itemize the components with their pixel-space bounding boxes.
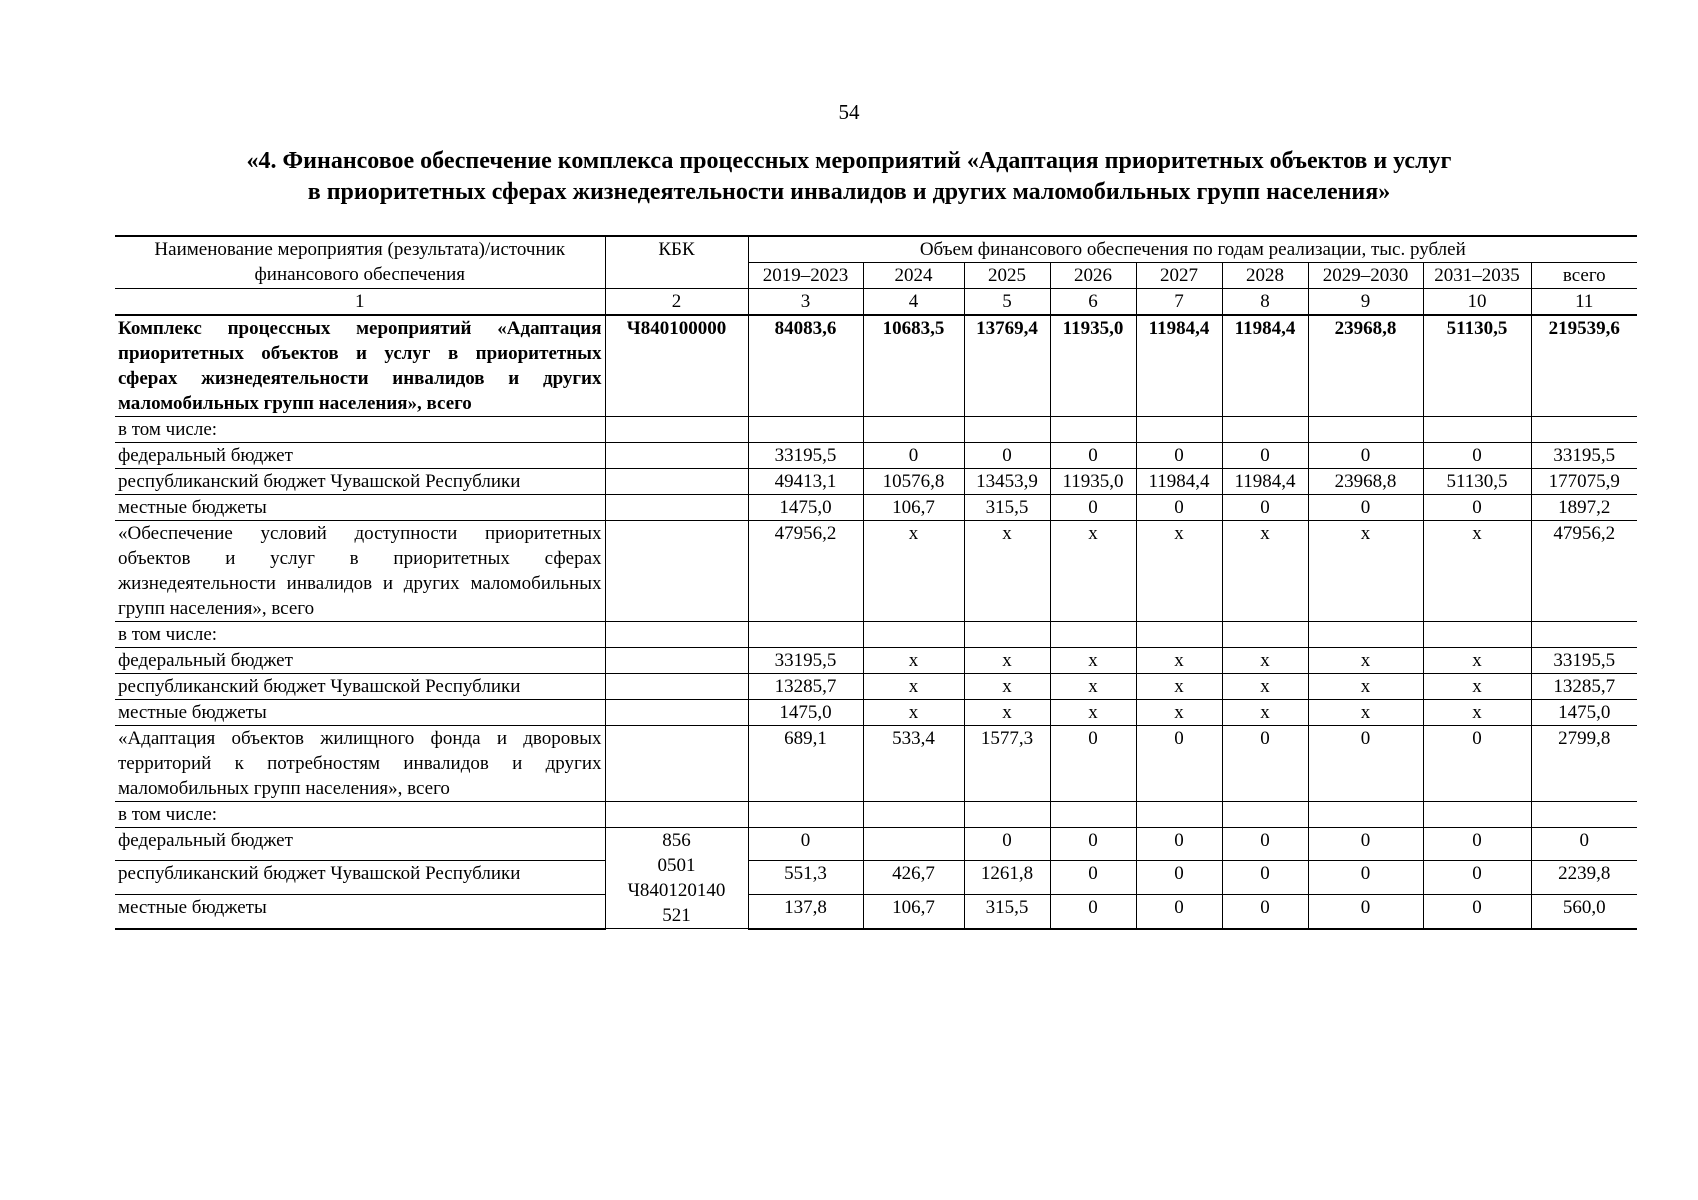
row-value: 13285,7: [748, 674, 863, 700]
row-value: [964, 622, 1050, 648]
column-number: 3: [748, 289, 863, 316]
row-value: 0: [1136, 443, 1222, 469]
header-year: 2028: [1222, 263, 1308, 289]
row-value: [1222, 802, 1308, 828]
row-value: 0: [1222, 495, 1308, 521]
row-value: 0: [1136, 894, 1222, 928]
row-total: 13285,7: [1531, 674, 1637, 700]
column-number: 10: [1423, 289, 1531, 316]
row-value: 1475,0: [748, 700, 863, 726]
row-value: 551,3: [748, 861, 863, 894]
table-row: [115, 700, 1637, 726]
row-value: 11984,4: [1136, 315, 1222, 417]
row-value: 0: [1136, 726, 1222, 802]
row-name: местные бюджеты: [115, 495, 605, 521]
row-value: x: [1423, 648, 1531, 674]
section-title: [120, 146, 1578, 208]
row-value: x: [1222, 648, 1308, 674]
row-value: x: [863, 521, 964, 622]
row-value: 0: [1050, 861, 1136, 894]
row-value: x: [1136, 700, 1222, 726]
table-row: [115, 443, 1637, 469]
row-value: 11935,0: [1050, 315, 1136, 417]
row-value: 10576,8: [863, 469, 964, 495]
header-year: 2026: [1050, 263, 1136, 289]
row-value: 0: [1308, 861, 1423, 894]
row-value: [748, 802, 863, 828]
table-row: [115, 802, 1637, 828]
row-value: [1423, 802, 1531, 828]
row-kbk: [605, 700, 748, 726]
row-total: 219539,6: [1531, 315, 1637, 417]
row-kbk: [605, 521, 748, 622]
column-number: 8: [1222, 289, 1308, 316]
column-number: 7: [1136, 289, 1222, 316]
row-value: [1423, 622, 1531, 648]
table-row: [115, 828, 1637, 861]
row-value: 10683,5: [863, 315, 964, 417]
row-value: 0: [1222, 828, 1308, 861]
row-total: [1531, 622, 1637, 648]
table-row: [115, 622, 1637, 648]
header-year: 2025: [964, 263, 1050, 289]
row-value: x: [1308, 521, 1423, 622]
row-value: 0: [863, 443, 964, 469]
row-value: 0: [1136, 495, 1222, 521]
row-name: «Адаптация объектов жилищного фонда и дворовых территорий к потребностям инвалидов и других маломобильных групп населения», всего: [115, 726, 605, 802]
row-value: [863, 828, 964, 861]
row-value: [748, 622, 863, 648]
row-name: федеральный бюджет: [115, 443, 605, 469]
row-value: [1050, 622, 1136, 648]
row-value: 1577,3: [964, 726, 1050, 802]
financing-table: [115, 235, 1637, 930]
row-value: 11984,4: [1222, 469, 1308, 495]
row-value: 315,5: [964, 495, 1050, 521]
header-year: 2019–2023: [748, 263, 863, 289]
row-value: 0: [1136, 861, 1222, 894]
row-value: [1222, 417, 1308, 443]
row-value: 0: [1050, 495, 1136, 521]
row-kbk: [605, 674, 748, 700]
header-year: 2031–2035: [1423, 263, 1531, 289]
row-name: местные бюджеты: [115, 894, 605, 928]
row-kbk: [605, 648, 748, 674]
row-value: x: [1308, 674, 1423, 700]
column-number: 5: [964, 289, 1050, 316]
row-total: 0: [1531, 828, 1637, 861]
row-value: 49413,1: [748, 469, 863, 495]
table-row: [115, 417, 1637, 443]
row-value: x: [1136, 674, 1222, 700]
row-total: 2799,8: [1531, 726, 1637, 802]
row-value: 13453,9: [964, 469, 1050, 495]
row-value: 106,7: [863, 894, 964, 928]
row-value: [863, 802, 964, 828]
row-value: 0: [964, 828, 1050, 861]
row-value: 0: [1222, 726, 1308, 802]
row-value: 0: [1050, 828, 1136, 861]
row-value: 11935,0: [1050, 469, 1136, 495]
row-name: в том числе:: [115, 417, 605, 443]
row-value: 84083,6: [748, 315, 863, 417]
row-kbk: [605, 417, 748, 443]
row-value: 426,7: [863, 861, 964, 894]
title-line-2: в приоритетных сферах жизнедеятельности инвалидов и других маломобильных групп населения»: [307, 179, 1391, 205]
row-value: x: [1308, 700, 1423, 726]
row-value: 533,4: [863, 726, 964, 802]
row-value: 0: [1222, 894, 1308, 928]
row-value: [1423, 417, 1531, 443]
row-name: федеральный бюджет: [115, 828, 605, 861]
row-value: 0: [1423, 443, 1531, 469]
kbk-line: 521: [662, 905, 691, 926]
table-row: [115, 726, 1637, 802]
row-value: [1136, 417, 1222, 443]
page-number: 54: [838, 100, 860, 124]
row-value: 106,7: [863, 495, 964, 521]
header-name: Наименование мероприятия (результата)/источник финансового обеспечения: [115, 236, 605, 289]
row-value: x: [863, 648, 964, 674]
row-value: x: [863, 700, 964, 726]
kbk-line: 856: [662, 830, 691, 851]
table-row: [115, 648, 1637, 674]
row-value: [964, 802, 1050, 828]
row-value: x: [964, 674, 1050, 700]
row-value: 33195,5: [748, 648, 863, 674]
table-body: [115, 315, 1637, 929]
row-kbk: Ч840100000: [605, 315, 748, 417]
column-number: 9: [1308, 289, 1423, 316]
row-value: 137,8: [748, 894, 863, 928]
row-kbk: [605, 469, 748, 495]
table-row: [115, 495, 1637, 521]
row-kbk-merged: [605, 828, 748, 929]
row-value: 0: [1050, 443, 1136, 469]
table-row: [115, 521, 1637, 622]
header-year: 2024: [863, 263, 964, 289]
row-value: [748, 417, 863, 443]
row-value: x: [863, 674, 964, 700]
row-value: 0: [1222, 861, 1308, 894]
row-kbk: [605, 622, 748, 648]
row-value: 0: [1423, 495, 1531, 521]
row-kbk: [605, 726, 748, 802]
header-volume: Объем финансового обеспечения по годам реализации, тыс. рублей: [748, 236, 1637, 263]
row-name: «Обеспечение условий доступности приоритетных объектов и услуг в приоритетных сферах жизнедеятельности инвалидов и других маломобильных групп населения», всего: [115, 521, 605, 622]
row-value: [1222, 622, 1308, 648]
row-name: федеральный бюджет: [115, 648, 605, 674]
row-name: Комплекс процессных мероприятий «Адаптация приоритетных объектов и услуг в приоритетных сферах жизнедеятельности инвалидов и других маломобильных групп населения», всего: [115, 315, 605, 417]
row-kbk: [605, 443, 748, 469]
row-total: 33195,5: [1531, 648, 1637, 674]
row-name: республиканский бюджет Чувашской Республики: [115, 674, 605, 700]
row-value: x: [1423, 700, 1531, 726]
row-name: республиканский бюджет Чувашской Республики: [115, 469, 605, 495]
row-total: [1531, 802, 1637, 828]
row-value: [863, 417, 964, 443]
row-value: 0: [748, 828, 863, 861]
row-value: 0: [1222, 443, 1308, 469]
table-row: [115, 894, 1637, 928]
row-value: 0: [1136, 828, 1222, 861]
row-value: 0: [1423, 861, 1531, 894]
row-value: [964, 417, 1050, 443]
row-value: x: [1423, 521, 1531, 622]
row-total: [1531, 417, 1637, 443]
row-value: 11984,4: [1136, 469, 1222, 495]
row-value: x: [964, 521, 1050, 622]
row-kbk: [605, 495, 748, 521]
row-value: [863, 622, 964, 648]
table-row: [115, 674, 1637, 700]
row-total: 33195,5: [1531, 443, 1637, 469]
row-value: x: [964, 700, 1050, 726]
row-value: 23968,8: [1308, 315, 1423, 417]
column-number: 6: [1050, 289, 1136, 316]
row-value: x: [1050, 674, 1136, 700]
row-value: 0: [1308, 828, 1423, 861]
row-value: x: [1050, 700, 1136, 726]
row-value: 0: [1423, 828, 1531, 861]
row-name: местные бюджеты: [115, 700, 605, 726]
row-value: 0: [1423, 726, 1531, 802]
row-value: 689,1: [748, 726, 863, 802]
row-kbk: [605, 802, 748, 828]
column-number: 11: [1531, 289, 1637, 316]
header-year: 2027: [1136, 263, 1222, 289]
row-value: 51130,5: [1423, 315, 1531, 417]
table-row: [115, 315, 1637, 417]
kbk-line: Ч840120140: [627, 880, 726, 901]
row-value: [1136, 622, 1222, 648]
header-kbk: КБК: [605, 236, 748, 289]
row-value: x: [1050, 648, 1136, 674]
table-row: [115, 469, 1637, 495]
row-value: 23968,8: [1308, 469, 1423, 495]
row-value: [1308, 802, 1423, 828]
row-value: 0: [1308, 443, 1423, 469]
row-value: 0: [1308, 495, 1423, 521]
row-value: [1050, 802, 1136, 828]
row-value: x: [1136, 521, 1222, 622]
header-year: 2029–2030: [1308, 263, 1423, 289]
row-total: 177075,9: [1531, 469, 1637, 495]
row-value: 0: [1423, 894, 1531, 928]
row-value: x: [1222, 700, 1308, 726]
row-value: 0: [1050, 726, 1136, 802]
row-value: x: [1136, 648, 1222, 674]
table-row: [115, 861, 1637, 894]
row-value: [1050, 417, 1136, 443]
column-number: 1: [115, 289, 605, 316]
row-value: 13769,4: [964, 315, 1050, 417]
column-number: 4: [863, 289, 964, 316]
row-value: [1308, 622, 1423, 648]
row-value: 0: [1308, 894, 1423, 928]
row-value: 47956,2: [748, 521, 863, 622]
row-value: 315,5: [964, 894, 1050, 928]
row-value: 33195,5: [748, 443, 863, 469]
row-value: [1136, 802, 1222, 828]
row-value: x: [1222, 674, 1308, 700]
row-value: 51130,5: [1423, 469, 1531, 495]
column-number: 2: [605, 289, 748, 316]
row-value: 0: [964, 443, 1050, 469]
row-value: 1261,8: [964, 861, 1050, 894]
row-total: 560,0: [1531, 894, 1637, 928]
row-value: x: [1308, 648, 1423, 674]
row-value: x: [1050, 521, 1136, 622]
row-name: в том числе:: [115, 622, 605, 648]
row-total: 1897,2: [1531, 495, 1637, 521]
row-value: [1308, 417, 1423, 443]
kbk-line: 0501: [657, 855, 696, 876]
row-value: 11984,4: [1222, 315, 1308, 417]
row-total: 2239,8: [1531, 861, 1637, 894]
row-value: 0: [1050, 894, 1136, 928]
row-value: x: [1222, 521, 1308, 622]
header-total: всего: [1531, 263, 1637, 289]
row-total: 47956,2: [1531, 521, 1637, 622]
row-total: 1475,0: [1531, 700, 1637, 726]
row-value: 1475,0: [748, 495, 863, 521]
row-value: x: [964, 648, 1050, 674]
title-line-1: «4. Финансовое обеспечение комплекса процессных мероприятий «Адаптация приоритетных объектов и услуг: [246, 148, 1452, 174]
row-name: в том числе:: [115, 802, 605, 828]
row-name: республиканский бюджет Чувашской Республики: [115, 861, 605, 894]
row-value: x: [1423, 674, 1531, 700]
row-value: 0: [1308, 726, 1423, 802]
